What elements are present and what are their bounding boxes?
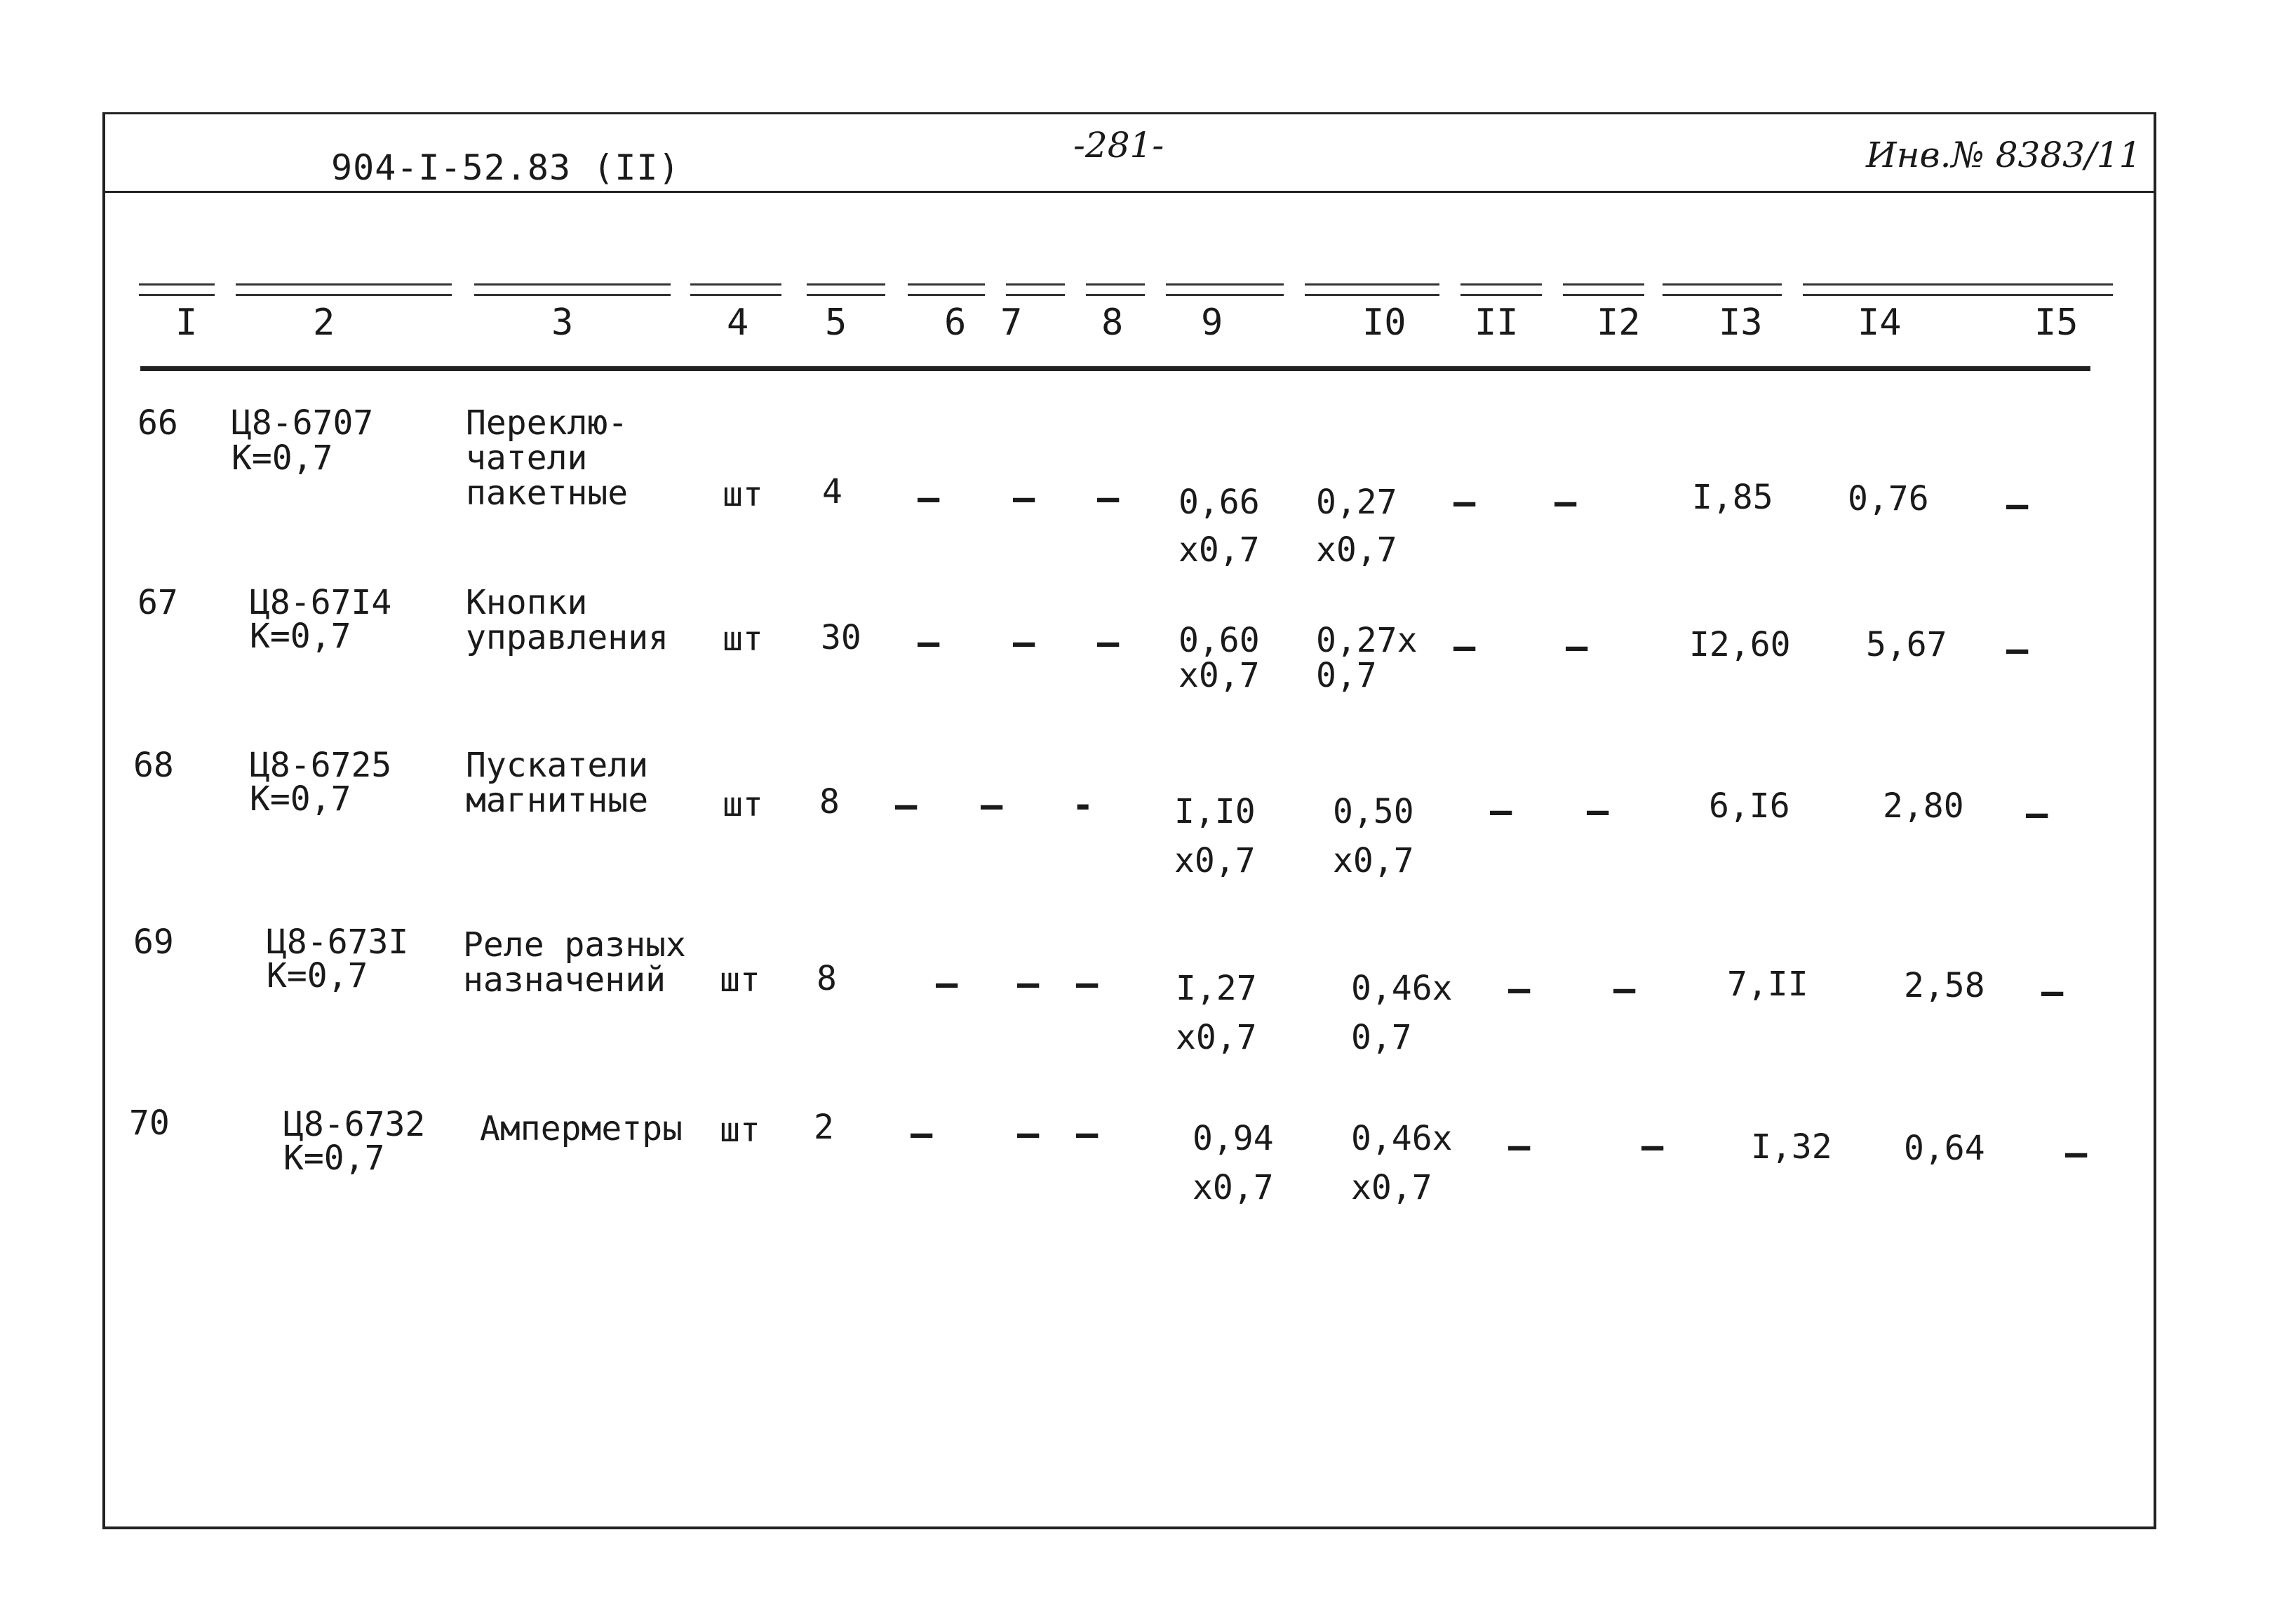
cell-11: – <box>1508 1125 1531 1167</box>
cell-11: – <box>1490 790 1512 832</box>
item-name: Пускатели магнитные <box>466 746 649 820</box>
cell-15: – <box>2006 484 2029 526</box>
column-header-rule <box>908 283 985 296</box>
cell-14: 2,58 <box>1904 966 1985 1005</box>
cell-10: 0,50 х0,7 <box>1333 792 1414 880</box>
cell-7: – <box>1017 962 1040 1005</box>
cell-8: – <box>1097 477 1120 519</box>
column-header-rule <box>1305 283 1439 296</box>
column-number: 4 <box>727 302 749 344</box>
cell-8: – <box>1076 1113 1099 1155</box>
cell-11: – <box>1453 481 1476 523</box>
cell-12: – <box>1613 968 1636 1010</box>
cell-8: – <box>1097 622 1120 664</box>
column-number: 8 <box>1101 302 1124 344</box>
header-bottom-rule <box>140 366 2090 371</box>
cell-15: – <box>2026 793 2048 835</box>
cell-8: – <box>1076 962 1099 1005</box>
cell-9: 0,94 х0,7 <box>1193 1119 1274 1207</box>
cell-15: – <box>2065 1132 2088 1174</box>
item-code: Ц8-6725 <box>250 746 392 785</box>
column-header-rule <box>474 283 671 296</box>
cell-10: 0,27 х0,7 <box>1316 483 1397 570</box>
cell-9: 0,66 х0,7 <box>1178 483 1260 570</box>
cell-7: – <box>981 784 1003 826</box>
cell-13: 6,I6 <box>1709 786 1790 826</box>
cell-6: – <box>918 477 940 519</box>
item-code: Ц8-6707 <box>231 403 374 443</box>
cell-14: 0,76 <box>1848 479 1929 518</box>
cell-13: 7,II <box>1727 965 1808 1004</box>
column-number: 5 <box>825 302 847 344</box>
page-number: -281- <box>1073 125 1164 166</box>
column-number: I <box>175 302 198 344</box>
cell-12: – <box>1554 481 1577 523</box>
cell-7: – <box>1013 622 1035 664</box>
document-code: 904-I-52.83 (II) <box>331 147 680 188</box>
item-code: Ц8-67I4 <box>250 583 392 622</box>
cell-14: 0,64 <box>1904 1129 1985 1168</box>
item-unit: шт <box>720 960 760 1000</box>
header-rule <box>105 191 2154 193</box>
column-number: 9 <box>1201 302 1223 344</box>
item-unit: шт <box>723 785 763 824</box>
cell-15: – <box>2041 971 2064 1013</box>
cell-10: 0,27х 0,7 <box>1316 621 1418 695</box>
column-number: I4 <box>1858 302 1902 344</box>
column-header-rule <box>139 283 215 296</box>
row-number: 69 <box>133 922 174 962</box>
item-unit: шт <box>720 1110 760 1150</box>
item-coefficient: К=0,7 <box>250 779 351 819</box>
item-code: Ц8-673I <box>267 922 409 962</box>
item-quantity: 2 <box>814 1108 834 1147</box>
item-coefficient: К=0,7 <box>231 438 333 478</box>
item-coefficient: К=0,7 <box>267 956 368 995</box>
cell-15: – <box>2006 629 2029 671</box>
row-number: 67 <box>137 583 178 622</box>
cell-7: – <box>1013 477 1035 519</box>
row-number: 68 <box>133 746 174 785</box>
item-quantity: 30 <box>821 618 861 657</box>
cell-10: 0,46х 0,7 <box>1351 969 1453 1057</box>
cell-11: – <box>1508 968 1531 1010</box>
column-header-rule <box>1563 283 1644 296</box>
cell-9: I,I0 х0,7 <box>1174 792 1256 880</box>
column-header-rule <box>1006 283 1065 296</box>
column-number: II <box>1475 302 1519 344</box>
item-name: Амперметры <box>480 1109 683 1148</box>
cell-14: 5,67 <box>1866 625 1947 664</box>
item-name: Переклю- чатели пакетные <box>466 403 629 513</box>
item-quantity: 8 <box>817 959 837 998</box>
cell-14: 2,80 <box>1883 786 1964 826</box>
column-number: I5 <box>2034 302 2078 344</box>
cell-8: - <box>1072 784 1094 826</box>
column-header-rule <box>1803 283 2113 296</box>
column-header-rule <box>1663 283 1782 296</box>
item-name: Реле разных назначений <box>463 925 686 1000</box>
column-header-rule <box>807 283 885 296</box>
inventory-number: Инв.№ 8383/11 <box>1866 135 2142 175</box>
column-number: 6 <box>944 302 967 344</box>
cell-12: – <box>1566 626 1588 668</box>
column-header-rule <box>690 283 781 296</box>
cell-6: – <box>918 622 940 664</box>
column-header-rule <box>1460 283 1542 296</box>
cell-13: I,85 <box>1692 478 1773 517</box>
column-number: I0 <box>1362 302 1406 344</box>
item-coefficient: К=0,7 <box>283 1139 385 1178</box>
cell-6: – <box>911 1113 933 1155</box>
column-header-rule <box>236 283 452 296</box>
item-coefficient: К=0,7 <box>250 617 351 656</box>
item-unit: шт <box>723 619 763 659</box>
column-number: 3 <box>551 302 574 344</box>
item-unit: шт <box>723 475 763 514</box>
row-number: 70 <box>129 1103 170 1143</box>
row-number: 66 <box>137 403 178 443</box>
cell-12: – <box>1641 1125 1664 1167</box>
column-header-rule <box>1166 283 1284 296</box>
cell-13: I2,60 <box>1689 625 1791 664</box>
column-number: I3 <box>1719 302 1763 344</box>
cell-12: – <box>1587 790 1609 832</box>
item-code: Ц8-6732 <box>283 1105 426 1144</box>
page-frame <box>102 112 2156 1529</box>
column-number: I2 <box>1597 302 1641 344</box>
item-quantity: 8 <box>819 782 840 821</box>
cell-6: – <box>936 962 958 1005</box>
cell-9: 0,60 х0,7 <box>1178 621 1260 695</box>
column-header-rule <box>1086 283 1145 296</box>
cell-9: I,27 х0,7 <box>1176 969 1257 1057</box>
cell-13: I,32 <box>1751 1127 1832 1167</box>
column-number: 2 <box>313 302 335 344</box>
item-name: Кнопки управления <box>466 583 669 657</box>
cell-10: 0,46х х0,7 <box>1351 1119 1453 1207</box>
item-quantity: 4 <box>822 472 842 511</box>
cell-7: – <box>1017 1113 1040 1155</box>
cell-6: – <box>895 784 918 826</box>
cell-11: – <box>1453 626 1476 668</box>
column-number: 7 <box>1000 302 1023 344</box>
